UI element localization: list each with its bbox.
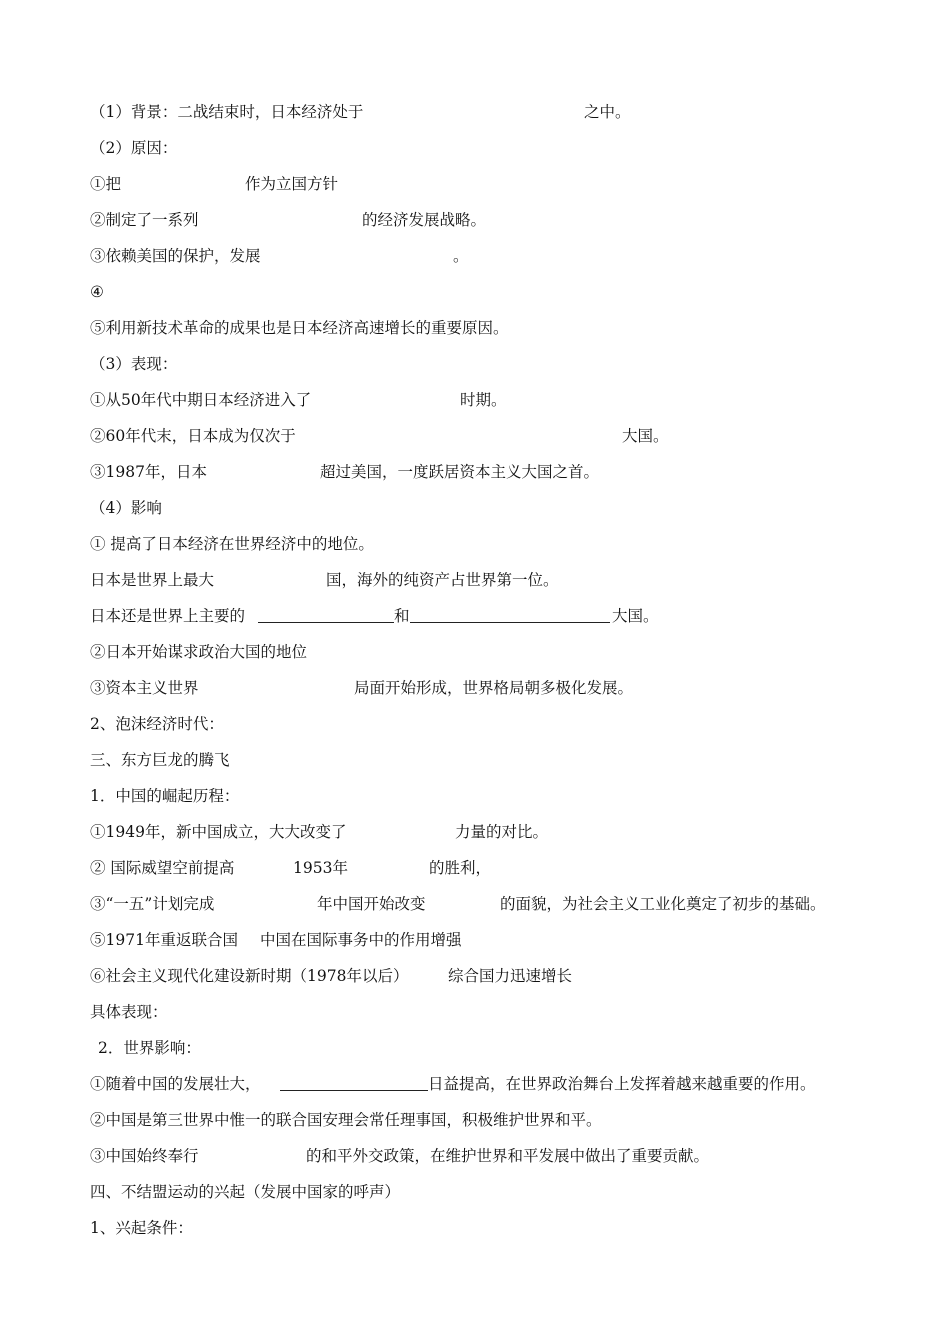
fill-in-blank (258, 604, 394, 630)
text-segment: 作为立国方针 (245, 175, 339, 193)
text-segment: 力量的对比。 (455, 823, 549, 841)
text-segment: 2、泡沫经济时代： (90, 715, 224, 733)
text-segment: 具体表现： (90, 1003, 168, 1021)
text-segment: ② 国际威望空前提高 (90, 859, 235, 877)
text-segment: （1）背景：二战结束时，日本经济处于 (90, 103, 364, 121)
text-segment: 超过美国，一度跃居资本主义大国之首。 (320, 463, 600, 481)
text-segment: 和 (394, 607, 410, 625)
text-segment: 之中。 (584, 103, 631, 121)
text-segment: ⑤1971年重返联合国 (90, 931, 238, 949)
text-segment: ⑤利用新技术革命的成果也是日本经济高速增长的重要原因。 (90, 319, 509, 337)
text-segment: ③1987年，日本 (90, 463, 207, 481)
text-segment: 国，海外的纯资产占世界第一位。 (326, 571, 559, 589)
text-segment: 的和平外交政策，在维护世界和平发展中做出了重要贡献。 (306, 1147, 710, 1165)
text-segment: （3）表现： (90, 355, 178, 373)
fill-in-blank (280, 1072, 428, 1098)
text-segment: 三、东方巨龙的腾飞 (90, 751, 230, 769)
text-segment: ③中国始终奉行 (90, 1147, 199, 1165)
text-segment: 大国。 (622, 427, 669, 445)
text-segment: 四、不结盟运动的兴起（发展中国家的呼声） (90, 1183, 401, 1201)
text-segment: ③资本主义世界 (90, 679, 199, 697)
text-segment: 1．中国的崛起历程： (90, 787, 240, 805)
text-segment: ③“一五”计划完成 (90, 895, 215, 913)
text-segment: ③依赖美国的保护，发展 (90, 247, 261, 265)
text-segment: 的胜利， (429, 859, 492, 877)
text-segment: 日益提高，在世界政治舞台上发挥着越来越重要的作用。 (428, 1075, 816, 1093)
text-segment: 年中国开始改变 (317, 895, 426, 913)
text-segment: （2）原因： (90, 139, 178, 157)
fill-in-blank (410, 604, 610, 630)
text-segment: ②60年代末，日本成为仅次于 (90, 427, 296, 445)
text-segment: ②中国是第三世界中惟一的联合国安理会常任理事国，积极维护世界和平。 (90, 1111, 602, 1129)
text-segment: ②制定了一系列 (90, 211, 199, 229)
text-segment: 1953年 (293, 859, 348, 877)
text-segment: 。 (453, 247, 469, 265)
text-segment: 局面开始形成，世界格局朝多极化发展。 (354, 679, 634, 697)
text-segment: ①把 (90, 175, 122, 193)
text-segment: 综合国力迅速增长 (448, 967, 573, 985)
text-segment: 日本还是世界上主要的 (90, 607, 246, 625)
text-segment: 大国。 (612, 607, 659, 625)
text-segment: 的面貌，为社会主义工业化奠定了初步的基础。 (500, 895, 826, 913)
text-segment: 时期。 (460, 391, 507, 409)
text-segment: ①1949年，新中国成立，大大改变了 (90, 823, 347, 841)
text-segment: ⑥社会主义现代化建设新时期（1978年以后） (90, 967, 409, 985)
text-segment: ④ (90, 283, 104, 301)
text-segment: （4）影响 (90, 499, 162, 517)
text-segment: ①随着中国的发展壮大， (90, 1075, 261, 1093)
text-segment: 日本是世界上最大 (90, 571, 215, 589)
text-segment: 1、兴起条件： (90, 1219, 193, 1237)
text-segment: ① 提高了日本经济在世界经济中的地位。 (90, 535, 374, 553)
text-segment: 中国在国际事务中的作用增强 (260, 931, 462, 949)
text-segment: ②日本开始谋求政治大国的地位 (90, 643, 308, 661)
text-segment: ①从50年代中期日本经济进入了 (90, 391, 312, 409)
text-segment: 2．世界影响： (98, 1039, 201, 1057)
text-segment: 的经济发展战略。 (362, 211, 487, 229)
